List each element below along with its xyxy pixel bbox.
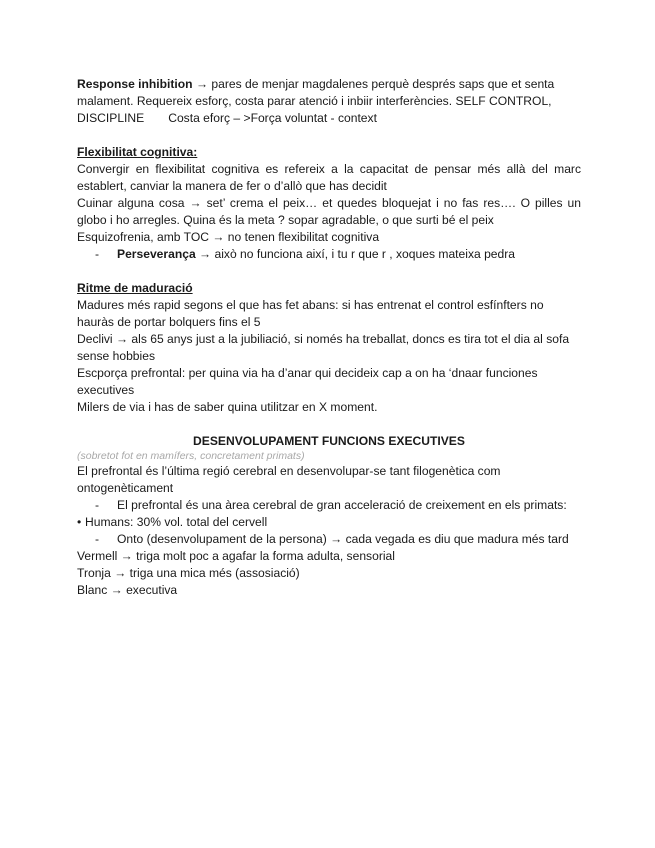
perseverance-text: → això no funciona així, i tu r que r , xoques mateixa pedra (195, 247, 516, 261)
dash-marker: - (95, 532, 100, 546)
response-inhibition-effort: Costa eforç – >Força voluntat - context (168, 111, 377, 125)
executive-functions-subtitle: (sobretot fot en mamífers, concretament primats) (77, 450, 305, 462)
white-line: Blanc → executiva (77, 583, 178, 597)
maturation-heading: Ritme de maduració (77, 281, 193, 295)
flexibility-heading: Flexibilitat cognitiva: (77, 145, 198, 159)
maturation-para-1: Madures més rapid segons el que has fet abans: si has entrenat el control esfínfters no hauràs de portar bolquers fins el 5 (77, 298, 544, 329)
list-item (77, 497, 581, 514)
red-line: Vermell → triga molt poc a agafar la forma adulta, sensorial (77, 549, 395, 563)
perseverance-item (77, 246, 581, 263)
flexibility-para-1: Convergir en flexibilitat cognitiva es refereix a la capacitat de pensar més allà del marc establert, canviar la manera de fer o d’allò que has decidit (77, 162, 581, 193)
response-inhibition-line2: malament. Requereix esforç, costa parar atenció i inbiir interferències. SELF CONTROL, (77, 94, 552, 108)
maturation-para-4: Milers de via i has de saber quina utilitzar en X moment. (77, 400, 378, 414)
onto-text: Onto (desenvolupament de la persona) → cada vegada es diu que madura més tard (117, 532, 569, 546)
response-inhibition-paragraph (77, 76, 581, 127)
response-inhibition-label: Response inhibition (77, 77, 193, 91)
response-inhibition-discipline: DISCIPLINE (77, 111, 145, 125)
list-item (77, 531, 581, 548)
orange-line: Tronja → triga una mica més (assosiació) (77, 566, 300, 580)
prefrontal-growth-text: El prefrontal és una àrea cerebral de gran acceleració de creixement en els primats: (117, 498, 567, 512)
executive-para-1: El prefrontal és l’última regió cerebral en desenvolupar-se tant filogenètica com ontogenèticament (77, 464, 501, 495)
flexibility-para-2: Cuinar alguna cosa → set’ crema el peix… et quedes bloquejat i no fas res…. O pilles un globo i ho arregles. Quina és la meta ? sopar agradable, o que surti bé el peix (77, 196, 581, 227)
humans-volume-text: Humans: 30% vol. total del cervell (85, 515, 268, 529)
perseverance-label: Perseverança (117, 247, 196, 261)
executive-functions-title: DESENVOLUPAMENT FUNCIONS EXECUTIVES (193, 434, 465, 448)
dash-marker: - (95, 498, 100, 512)
flexibility-para-3: Esquizofrenia, amb TOC → no tenen flexibilitat cognitiva (77, 230, 380, 244)
bullet-marker: • (77, 515, 82, 529)
dash-marker: - (95, 247, 100, 261)
list-item (77, 514, 581, 531)
response-inhibition-line1: → pares de menjar magdalenes perquè després saps que et senta (192, 77, 555, 91)
maturation-para-2: Declivi → als 65 anys just a la jubiliació, si només ha treballat, doncs es tira tot el dia al sofa sense hobbies (77, 332, 570, 363)
maturation-para-3: Escporça prefrontal: per quina via ha d’anar qui decideix cap a on ha ‘dnaar funciones executives (77, 366, 538, 397)
